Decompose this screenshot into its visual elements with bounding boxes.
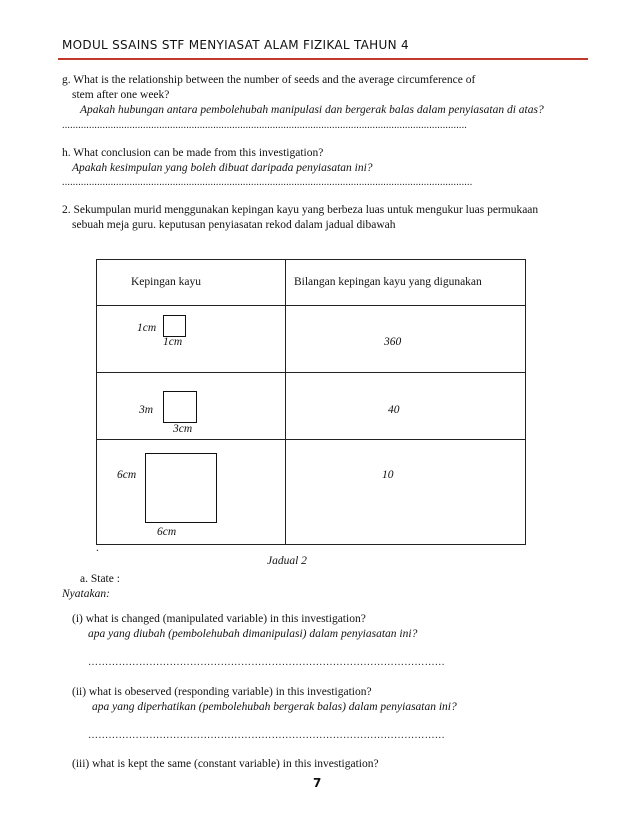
question-g-text: g. What is the relationship between the number of seeds and the average circumference of xyxy=(62,74,476,86)
page-number: 7 xyxy=(313,776,322,790)
table-header-cell xyxy=(97,260,286,306)
question-g-text-cont: stem after one week? xyxy=(72,89,170,101)
results-table xyxy=(96,259,526,545)
table-header-cell xyxy=(286,260,526,306)
header-divider xyxy=(58,58,588,60)
question-iii-text: (iii) what is kept the same (constant variable) in this investigation? xyxy=(72,758,379,770)
wood-square-3cm xyxy=(163,391,197,423)
table-row xyxy=(97,440,526,545)
question-ii-answer-line: …………………………………………………………………………………………… xyxy=(88,730,445,741)
question-g-malay: Apakah hubungan antara pembolehubah manipulasi dan bergerak balas dalam penyiasatan di atas? xyxy=(80,104,544,116)
table-caption: Jadual 2 xyxy=(267,555,307,567)
question-g-answer-line: ...................................................................................................................................................... xyxy=(62,120,467,131)
table-cell xyxy=(286,373,526,440)
table-cell xyxy=(286,440,526,545)
square-bottom-label: 3cm xyxy=(173,423,193,435)
question-i-malay: apa yang diubah (pembolehubah dimanipulasi) dalam penyiasatan ini? xyxy=(88,628,418,640)
question-h-answer-line: ........................................................................................................................................................ xyxy=(62,177,473,188)
square-bottom-label: 1cm xyxy=(163,336,183,348)
square-bottom-label: 6cm xyxy=(157,526,177,538)
col-header-piece-count: Bilangan kepingan kayu yang digunakan xyxy=(294,276,482,288)
table-row xyxy=(97,306,526,373)
part-a-label: a. State : xyxy=(80,573,120,585)
page-header-title: MODUL SSAINS STF MENYIASAT ALAM FIZIKAL TAHUN 4 xyxy=(62,38,409,52)
table-row xyxy=(97,373,526,440)
wood-square-6cm xyxy=(145,453,217,523)
table-cell xyxy=(97,306,286,373)
stray-dot: . xyxy=(96,542,99,554)
question-i-text: (i) what is changed (manipulated variable) in this investigation? xyxy=(72,613,366,625)
question-2-text-cont: sebuah meja guru. keputusan penyiasatan rekod dalam jadual dibawah xyxy=(72,219,396,231)
square-side-label: 3m xyxy=(139,404,154,416)
piece-count-value: 360 xyxy=(384,336,402,348)
piece-count-value: 10 xyxy=(382,469,394,481)
question-ii-text: (ii) what is obeserved (responding variable) in this investigation? xyxy=(72,686,372,698)
square-side-label: 6cm xyxy=(117,469,137,481)
wood-square-1cm xyxy=(163,315,186,337)
table-header-row xyxy=(97,260,526,306)
question-2-text: 2. Sekumpulan murid menggunakan kepingan kayu yang berbeza luas untuk mengukur luas permukaan xyxy=(62,204,539,216)
part-a-malay: Nyatakan: xyxy=(62,588,110,600)
question-h-text: h. What conclusion can be made from this investigation? xyxy=(62,147,324,159)
table-cell xyxy=(97,373,286,440)
piece-count-value: 40 xyxy=(388,404,400,416)
question-ii-malay: apa yang diperhatikan (pembolehubah bergerak balas) dalam penyiasatan ini? xyxy=(92,701,457,713)
table-cell xyxy=(286,306,526,373)
question-i-answer-line: …………………………………………………………………………………………… xyxy=(88,657,445,668)
table-cell xyxy=(97,440,286,545)
square-side-label: 1cm xyxy=(137,322,157,334)
question-h-malay: Apakah kesimpulan yang boleh dibuat daripada penyiasatan ini? xyxy=(72,162,373,174)
col-header-wood-piece: Kepingan kayu xyxy=(131,276,201,288)
